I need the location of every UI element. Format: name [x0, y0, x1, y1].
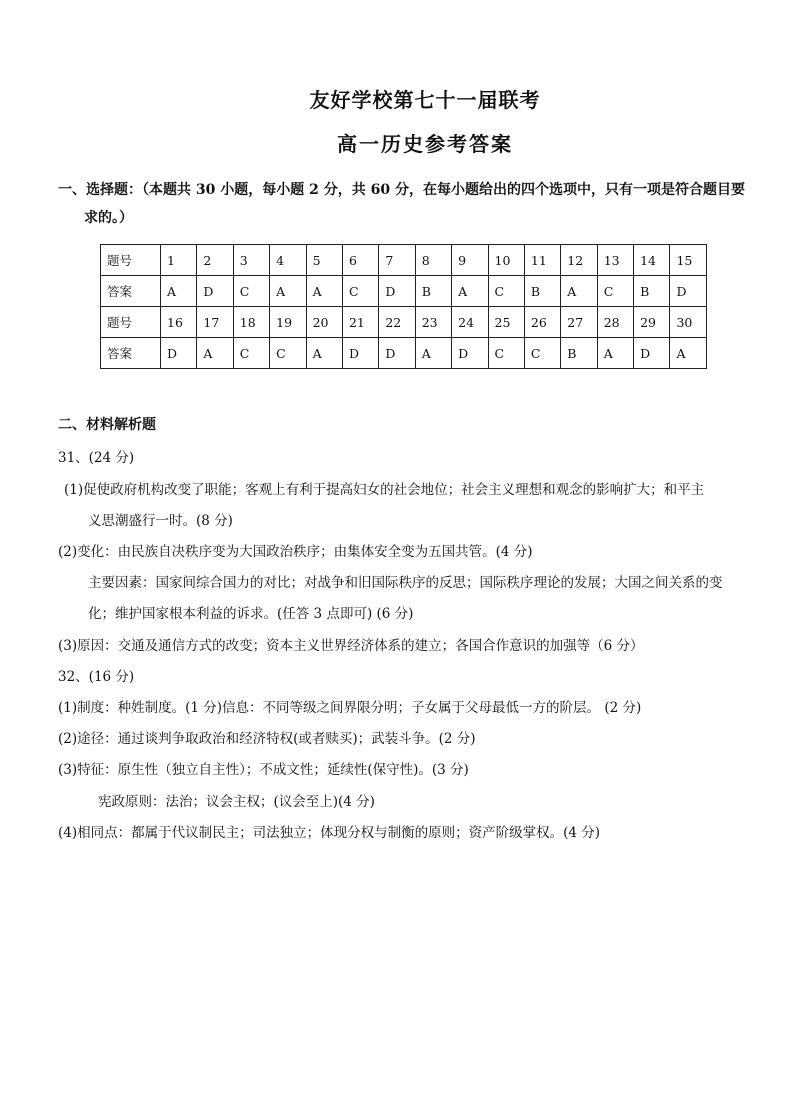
answer-cell: A [197, 338, 233, 369]
answer-cell: A [452, 276, 488, 307]
answer-cell: C [270, 338, 306, 369]
q31-part1-line1: (1)促使政府机构改变了职能；客观上有利于提高妇女的社会地位；社会主义理想和观念的影响扩大；和平主 [64, 482, 705, 498]
question-number-cell: 12 [561, 245, 597, 276]
answer-cell: C [488, 338, 524, 369]
q31-part1-line2: 义思潮盛行一时。(8 分) [88, 513, 233, 529]
question-number-cell: 4 [270, 245, 306, 276]
question-number-cell: 30 [670, 307, 706, 338]
question-number-cell: 10 [488, 245, 524, 276]
question-number-cell: 11 [524, 245, 560, 276]
q31-label: 31、(24 分) [58, 450, 135, 466]
q31-part2-line2: 主要因素：国家间综合国力的对比；对战争和旧国际秩序的反思；国际秩序理论的发展；大国之间关系的变 [88, 575, 723, 591]
question-number-cell: 19 [270, 307, 306, 338]
table-row-label: 答案 [101, 276, 161, 307]
q32-part1: (1)制度：种姓制度。(1 分)信息：不同等级之间界限分明；子女属于父母最低一方的阶层。 (2 分) [58, 700, 642, 716]
section1-heading-line2: 求的。） [84, 210, 133, 226]
question-number-cell: 18 [233, 307, 269, 338]
answer-cell: C [488, 276, 524, 307]
section2-heading: 二、材料解析题 [58, 417, 156, 433]
section1-heading-line1: 一、选择题：（本题共 30 小题，每小题 2 分，共 60 分，在每小题给出的四个选项中，只有一项是符合题目要 [58, 182, 745, 198]
answer-cell: B [634, 276, 670, 307]
question-number-cell: 24 [452, 307, 488, 338]
q31-part2-line1: (2)变化：由民族自决秩序变为大国政治秩序；由集体安全变为五国共管。(4 分) [58, 544, 533, 560]
q32-part3-principles: 宪政原则：法治；议会主权；(议会至上)(4 分) [98, 794, 375, 810]
table-number-row [101, 307, 707, 338]
answer-cell: D [161, 338, 197, 369]
section1-heading [58, 176, 748, 232]
answer-cell: D [342, 338, 378, 369]
table-row-label: 题号 [101, 245, 161, 276]
q31-part3: (3)原因：交通及通信方式的改变；资本主义世界经济体系的建立；各国合作意识的加强等（6 分） [58, 638, 644, 654]
q32-part4: (4)相同点：都属于代议制民主；司法独立；体现分权与制衡的原则；资产阶级掌权。(4 分) [58, 825, 601, 841]
answer-cell: D [452, 338, 488, 369]
answer-cell: C [342, 276, 378, 307]
answer-cell: B [415, 276, 451, 307]
question-number-cell: 14 [634, 245, 670, 276]
table-answer-row [101, 276, 707, 307]
table-row-label: 题号 [101, 307, 161, 338]
answer-cell: A [597, 338, 633, 369]
answer-cell: D [670, 276, 706, 307]
question-number-cell: 9 [452, 245, 488, 276]
answer-cell: C [524, 338, 560, 369]
question-number-cell: 6 [342, 245, 378, 276]
q32-label: 32、(16 分) [58, 669, 135, 685]
answer-cell: A [561, 276, 597, 307]
answer-cell: C [597, 276, 633, 307]
answer-cell: A [161, 276, 197, 307]
answer-cell: A [306, 338, 342, 369]
answer-cell: B [524, 276, 560, 307]
question-number-cell: 27 [561, 307, 597, 338]
table-number-row [101, 245, 707, 276]
question-number-cell: 2 [197, 245, 233, 276]
question-number-cell: 21 [342, 307, 378, 338]
question-number-cell: 13 [597, 245, 633, 276]
question-number-cell: 29 [634, 307, 670, 338]
question-number-cell: 3 [233, 245, 269, 276]
table-row-label: 答案 [101, 338, 161, 369]
answer-cell: D [197, 276, 233, 307]
answer-cell: A [270, 276, 306, 307]
answer-cell: B [561, 338, 597, 369]
question-number-cell: 8 [415, 245, 451, 276]
answer-cell: D [379, 338, 415, 369]
question-number-cell: 17 [197, 307, 233, 338]
question-number-cell: 28 [597, 307, 633, 338]
question-number-cell: 26 [524, 307, 560, 338]
question-number-cell: 16 [161, 307, 197, 338]
q31-part2-line3: 化；维护国家根本利益的诉求。(任答 3 点即可) (6 分) [88, 606, 414, 622]
answer-cell: A [415, 338, 451, 369]
question-number-cell: 5 [306, 245, 342, 276]
question-number-cell: 1 [161, 245, 197, 276]
answer-key-title: 高一历史参考答案 [337, 132, 513, 156]
answer-cell: D [379, 276, 415, 307]
question-number-cell: 15 [670, 245, 706, 276]
answer-cell: A [306, 276, 342, 307]
question-number-cell: 25 [488, 307, 524, 338]
answer-table [100, 244, 707, 369]
question-number-cell: 22 [379, 307, 415, 338]
question-number-cell: 7 [379, 245, 415, 276]
answer-cell: D [634, 338, 670, 369]
answer-cell: A [670, 338, 706, 369]
answer-cell: C [233, 338, 269, 369]
question-number-cell: 23 [415, 307, 451, 338]
answer-cell: C [233, 276, 269, 307]
q32-part3: (3)特征：原生性（独立自主性）；不成文性；延续性(保守性)。(3 分) [58, 762, 469, 778]
q32-part2: (2)途径：通过谈判争取政治和经济特权(或者赎买)；武装斗争。(2 分) [58, 731, 476, 747]
question-number-cell: 20 [306, 307, 342, 338]
exam-title: 友好学校第七十一届联考 [309, 88, 541, 112]
table-answer-row [101, 338, 707, 369]
